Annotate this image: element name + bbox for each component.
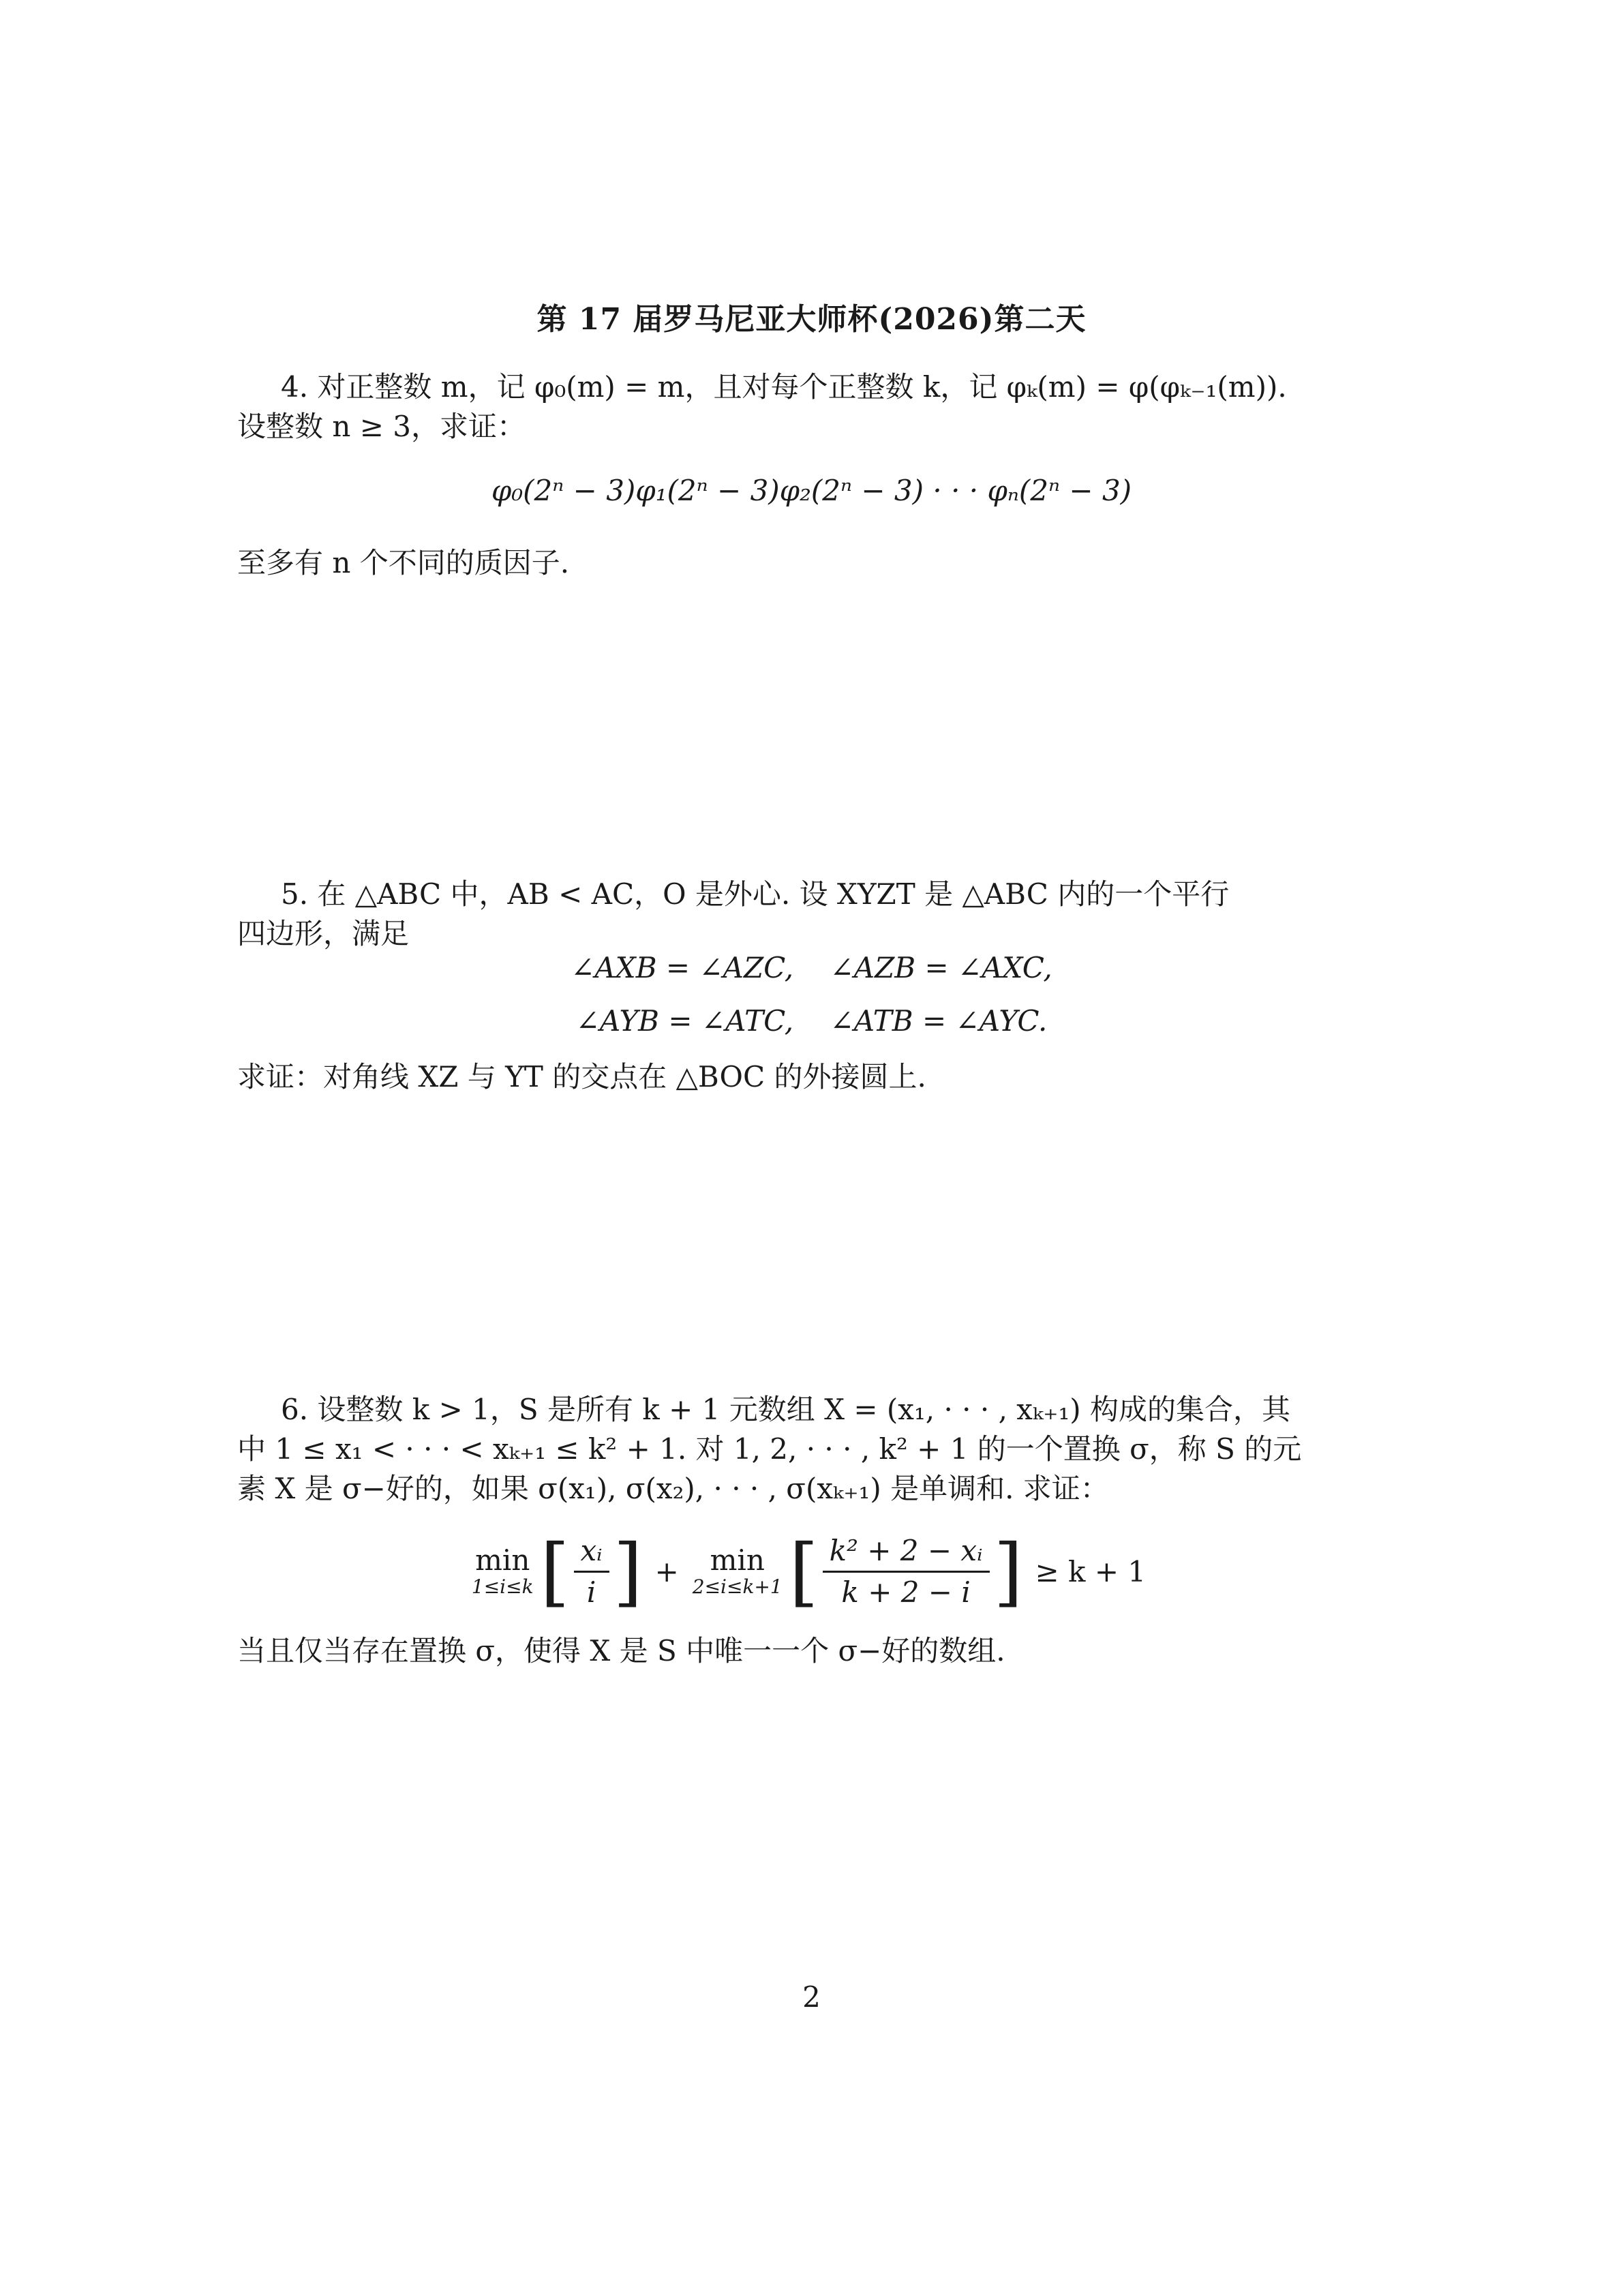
fraction-2 [823,1534,990,1610]
min-subscript-1: 1≤i≤k [471,1575,534,1598]
fraction-1 [574,1534,609,1610]
min-operator: min [475,1543,530,1577]
fraction-2-denominator: k + 2 − i [841,1575,971,1609]
left-bracket-icon: [ [540,1528,570,1615]
problem4-line1: 4. 对正整数 m，记 φ₀(m) = m，且对每个正整数 k，记 φₖ(m) = φ(φₖ₋₁(m)). [281,370,1287,404]
fraction-1-denominator: i [586,1575,596,1609]
problem6-line2: 中 1 ≤ x₁ < · · · < xₖ₊₁ ≤ k² + 1. 对 1, 2, · · · , k² + 1 的一个置换 σ，称 S 的元 [237,1432,1302,1466]
fraction-2-numerator: k² + 2 − xᵢ [823,1534,990,1573]
min-term-2 [693,1545,783,1598]
right-bracket-icon: ] [993,1528,1023,1615]
ceiling-bracket-2 [789,1528,1023,1615]
min-subscript-2: 2≤i≤k+1 [692,1575,783,1598]
problem5-line3: 求证：对角线 XZ 与 YT 的交点在 △BOC 的外接圆上. [237,1060,926,1093]
min-operator: min [710,1543,765,1577]
ceiling-bracket-1 [540,1528,643,1615]
formula-rhs: ≥ k + 1 [1035,1554,1147,1588]
problem6-line3: 素 X 是 σ−好的，如果 σ(x₁), σ(x₂), · · · , σ(xₖ₊₁) 是单调和. 求证： [237,1472,1109,1505]
problem6-formula [0,1520,1623,1622]
problem5-line1: 5. 在 △ABC 中，AB < AC，O 是外心. 设 XYZT 是 △ABC 内的一个平行 [281,877,1230,911]
plus-sign: + [654,1554,679,1588]
problem5-formula1: ∠AXB = ∠AZC, ∠AZB = ∠AXC, [571,951,1052,984]
problem4-formula: φ₀(2ⁿ − 3)φ₁(2ⁿ − 3)φ₂(2ⁿ − 3) · · · φₙ(2ⁿ − 3) [491,474,1132,507]
problem6-line1: 6. 设整数 k > 1，S 是所有 k + 1 元数组 X = (x₁, · · · , xₖ₊₁) 构成的集合，其 [281,1393,1291,1426]
page-number: 2 [802,1980,821,2014]
problem5-formula2: ∠AYB = ∠ATC, ∠ATB = ∠AYC. [575,1004,1048,1038]
problem6-line4: 当且仅当存在置换 σ，使得 X 是 S 中唯一一个 σ−好的数组. [237,1634,1005,1667]
problem4-line3: 至多有 n 个不同的质因子. [237,546,570,579]
fraction-1-numerator: xᵢ [574,1534,609,1573]
right-bracket-icon: ] [613,1528,643,1615]
left-bracket-icon: [ [789,1528,819,1615]
page-title: 第 17 届罗马尼亚大师杯(2026)第二天 [536,302,1087,337]
problem5-line2: 四边形，满足 [237,917,410,950]
problem4-line2: 设整数 n ≥ 3，求证： [237,410,526,443]
min-term-1 [472,1545,534,1598]
